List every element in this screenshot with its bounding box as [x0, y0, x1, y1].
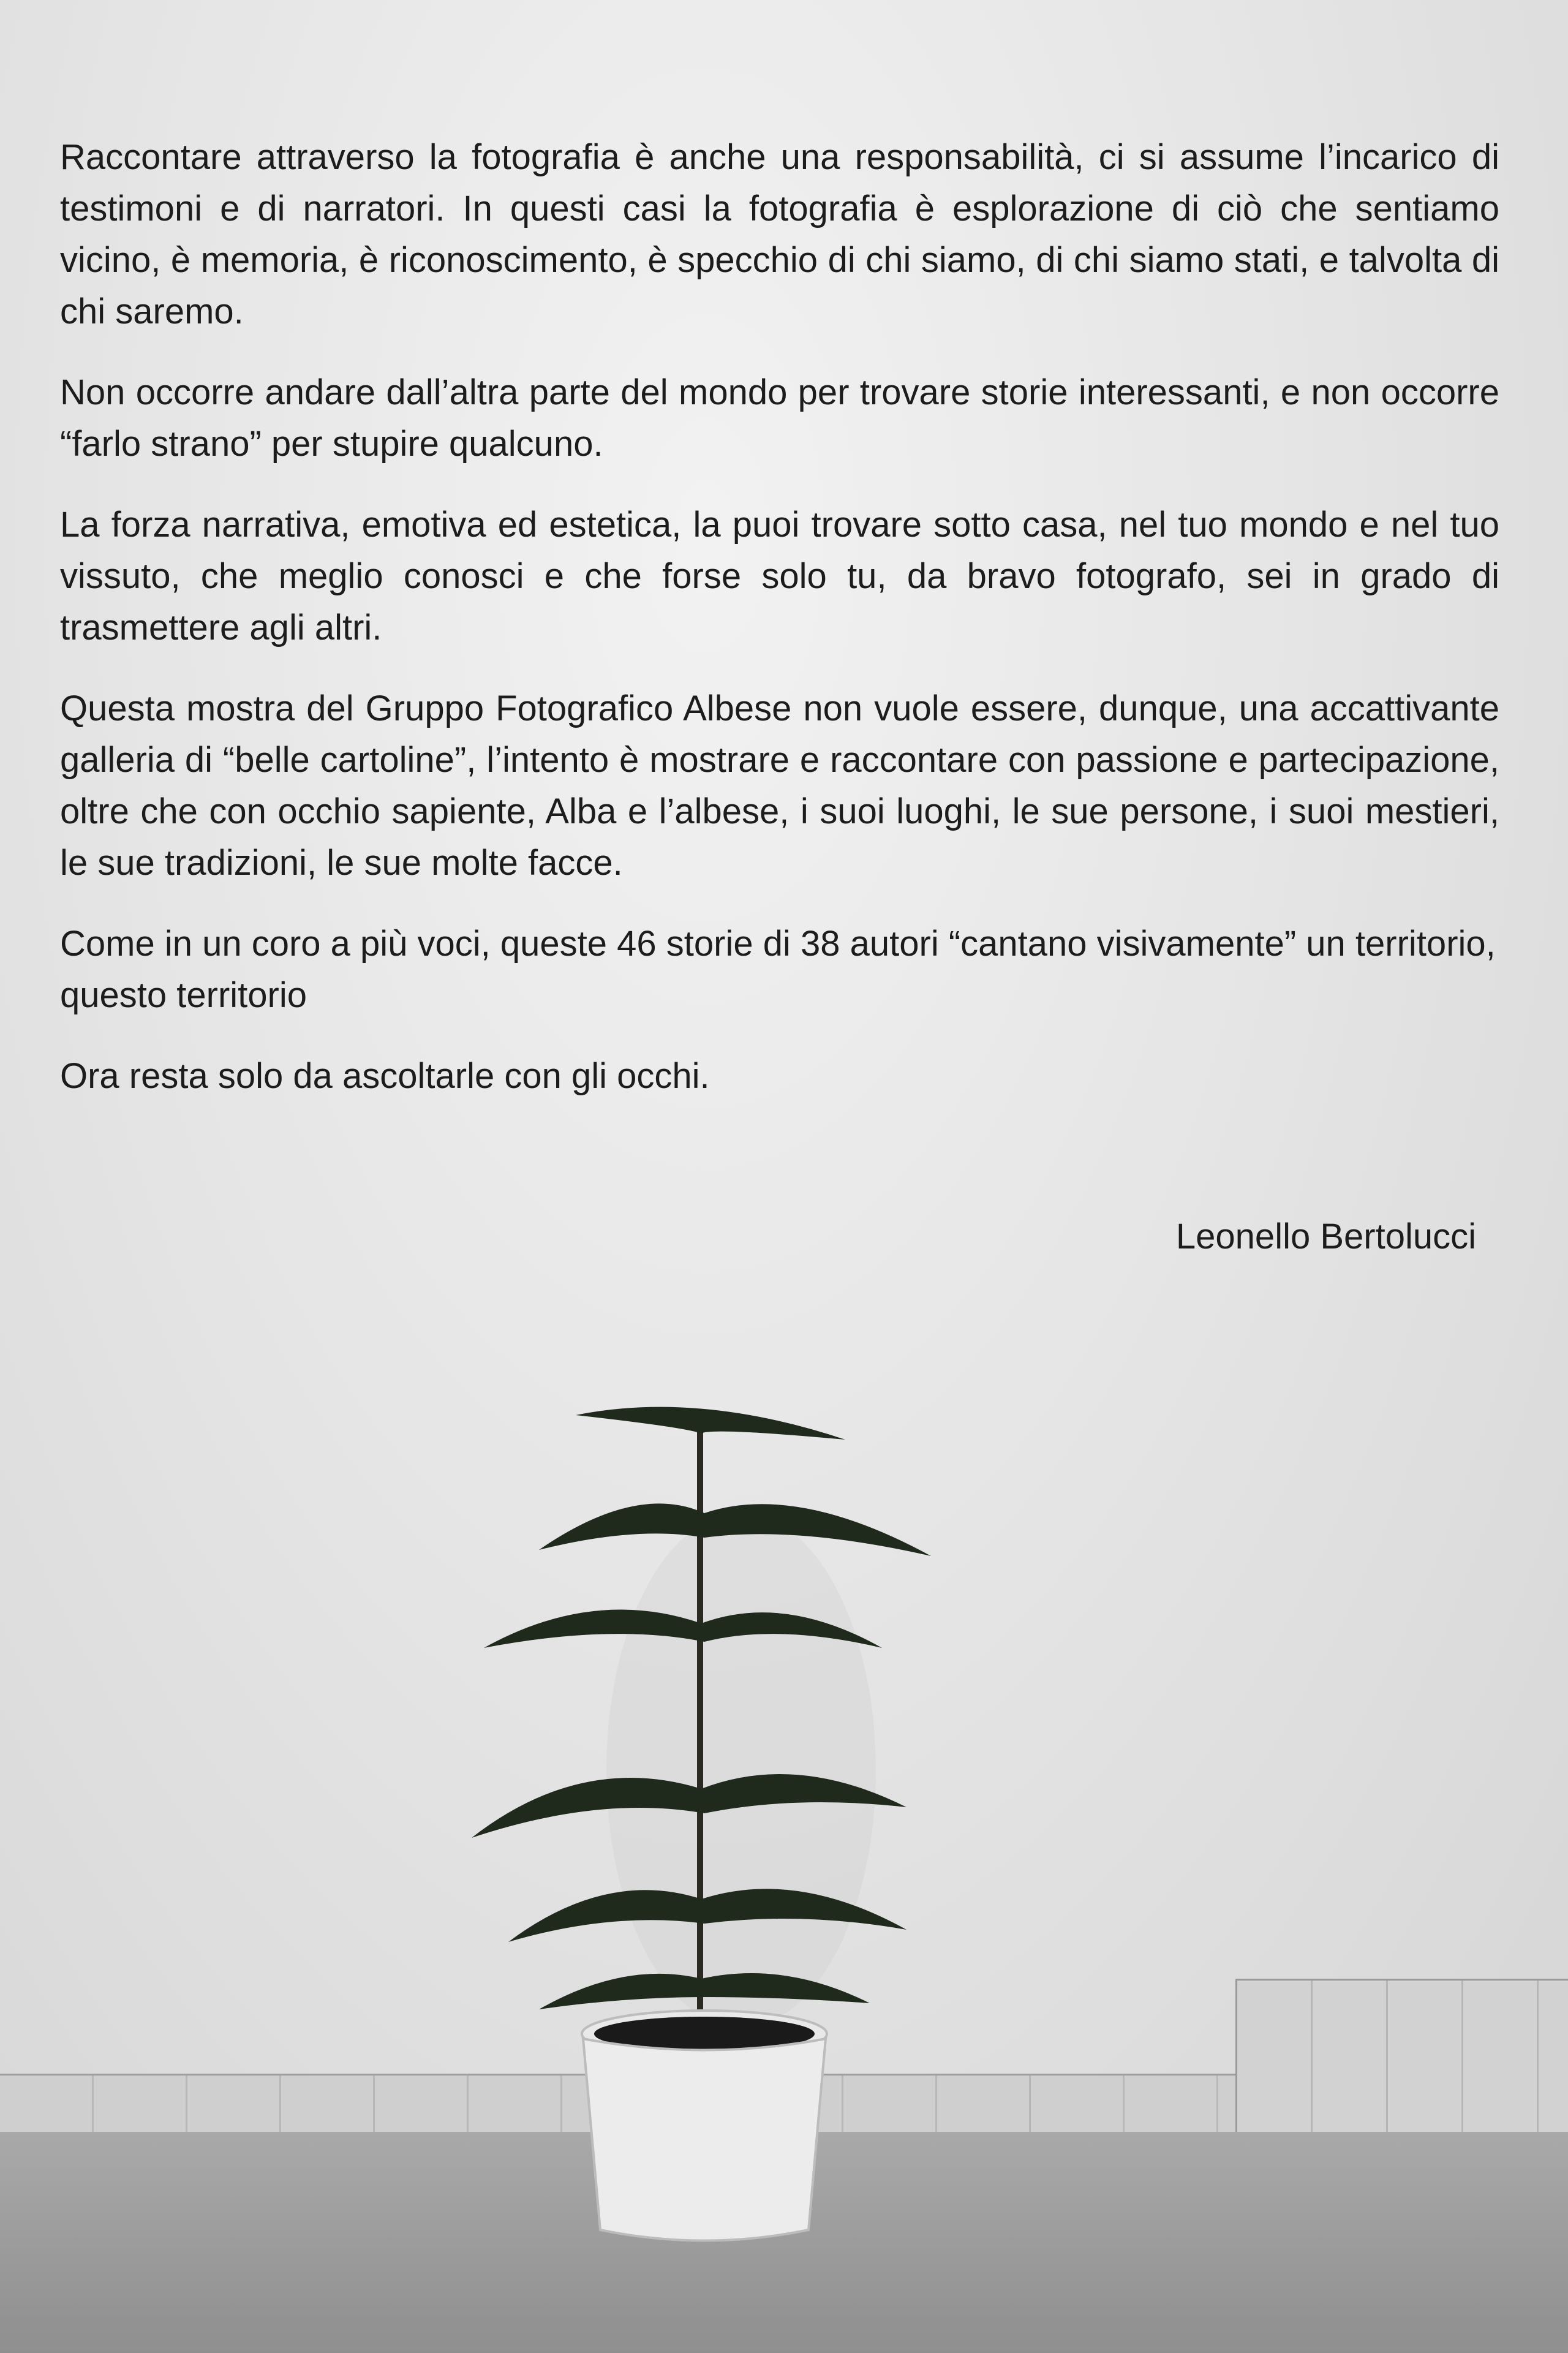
marble-steps: [1235, 1979, 1568, 2146]
flower-pot: [583, 2039, 826, 2241]
paragraph-2: Non occorre andare dall’altra parte del mondo per trovare storie interessanti, e non occorre “farlo strano” per stupire qualcuno.: [60, 372, 1499, 464]
paragraph-6: Ora resta solo da ascoltarle con gli occhi.: [60, 1056, 710, 1096]
paragraph-3: La forza narrativa, emotiva ed estetica, la puoi trovare sotto casa, nel tuo mondo e nel tuo vissuto, che meglio conosci e che forse solo tu, da bravo fotografo, sei in grado di trasmettere agli altri.: [60, 505, 1499, 648]
paragraph-4: Questa mostra del Gruppo Fotografico Albese non vuole essere, dunque, una accattivante galleria di “belle cartoline”, l’intento è mostrare e raccontare con passione e partecipazione, oltre che con occhio sapiente, Alba e l’albese, i suoi luoghi, le sue persone, i suoi mestieri, le sue tradizioni, le sue molte facce.: [60, 689, 1499, 883]
wall-text-panel: [60, 132, 1499, 1131]
author-signature: Leonello Bertolucci: [1175, 1217, 1476, 1256]
plant-trunk: [697, 1409, 703, 2022]
potted-pine-plant: [453, 1391, 956, 2260]
plant-shadow: [606, 1513, 876, 2028]
paragraph-5: Come in un coro a più voci, queste 46 storie di 38 autori “cantano visivamente” un territorio, questo territorio: [60, 924, 1496, 1015]
paragraph-1: Raccontare attraverso la fotografia è anche una responsabilità, ci si assume l’incarico di testimoni e di narratori. In questi casi la fotografia è esplorazione di ciò che sentiamo vicino, è memoria, è riconoscimento, è specchio di chi siamo, di chi siamo stati, e talvolta di chi saremo.: [60, 137, 1499, 331]
